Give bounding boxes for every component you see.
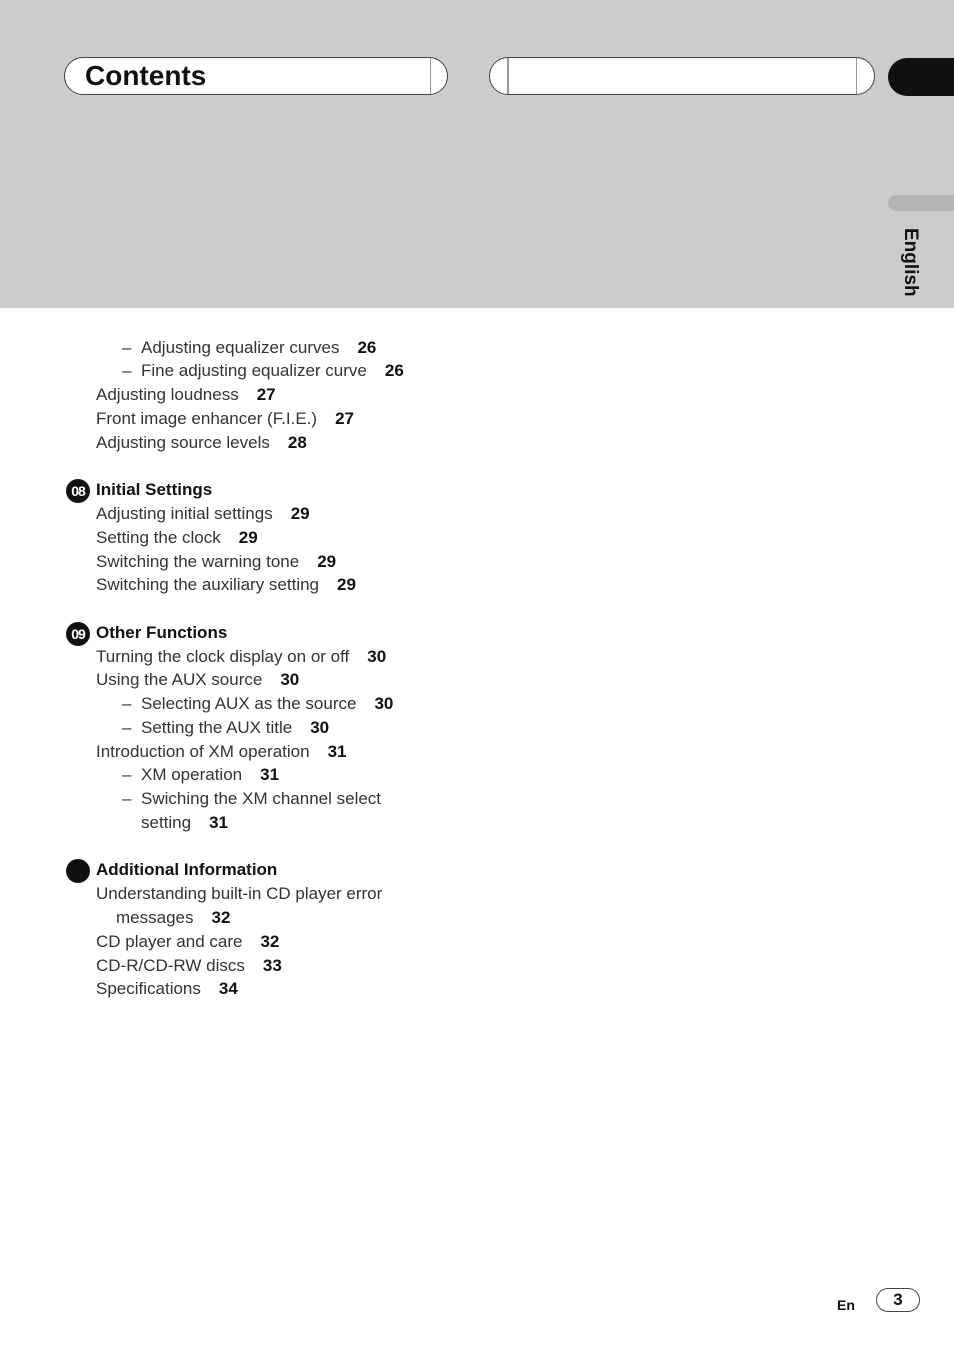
title-box	[64, 57, 448, 95]
toc-entry[interactable]: Understanding built-in CD player error	[96, 884, 383, 903]
section-number-badge: 09	[66, 622, 90, 646]
toc-entry[interactable]: Adjusting initial settings 29	[96, 504, 310, 523]
toc-entry[interactable]: Adjusting source levels 28	[96, 433, 307, 452]
toc-entry[interactable]: Setting the AUX title 30	[141, 718, 330, 737]
toc-entry[interactable]: Fine adjusting equalizer curve 26	[141, 361, 404, 380]
toc-entry[interactable]: Swiching the XM channel select	[141, 789, 382, 808]
dash-marker: –	[122, 338, 132, 357]
dash-marker: –	[122, 718, 132, 737]
chapter-box	[489, 57, 875, 95]
dash-marker: –	[122, 765, 132, 784]
section-heading[interactable]: Other Functions	[96, 623, 228, 642]
title-box-divider	[430, 58, 432, 94]
footer-language-code: En	[837, 1297, 855, 1313]
chapter-box-divider-right	[856, 58, 858, 94]
toc-entry[interactable]: Adjusting loudness 27	[96, 385, 276, 404]
language-label: English	[900, 228, 921, 297]
toc-entry[interactable]: Switching the warning tone 29	[96, 552, 337, 571]
toc-entry[interactable]: Specifications 34	[96, 979, 238, 998]
toc-entry-continuation[interactable]: messages 32	[116, 908, 231, 927]
toc-entry[interactable]: Introduction of XM operation 31	[96, 742, 347, 761]
toc-entry[interactable]: Selecting AUX as the source 30	[141, 694, 394, 713]
toc-entry[interactable]: Switching the auxiliary setting 29	[96, 575, 356, 594]
toc-entry[interactable]: Setting the clock 29	[96, 528, 258, 547]
page-title: Contents	[85, 60, 207, 91]
page-number: 3	[876, 1288, 920, 1312]
toc-entry[interactable]: CD player and care 32	[96, 932, 280, 951]
section-heading[interactable]: Initial Settings	[96, 480, 213, 499]
toc-entry[interactable]: Adjusting equalizer curves 26	[141, 338, 377, 357]
toc-entry[interactable]: CD-R/CD-RW discs 33	[96, 956, 282, 975]
toc-entry-continuation[interactable]: setting 31	[141, 813, 229, 832]
toc-entry[interactable]: XM operation 31	[141, 765, 280, 784]
toc-entry[interactable]: Turning the clock display on or off 30	[96, 647, 387, 666]
chapter-box-divider-left	[507, 58, 509, 94]
header-band	[0, 0, 954, 308]
dash-marker: –	[122, 694, 132, 713]
black-tab	[888, 58, 954, 96]
language-bar	[888, 195, 954, 211]
section-bullet-icon	[66, 859, 90, 883]
dash-marker: –	[122, 789, 132, 808]
section-number-badge: 08	[66, 479, 90, 503]
dash-marker: –	[122, 361, 132, 380]
toc-entry[interactable]: Front image enhancer (F.I.E.) 27	[96, 409, 355, 428]
section-heading[interactable]: Additional Information	[96, 860, 278, 879]
toc-entry[interactable]: Using the AUX source 30	[96, 670, 300, 689]
